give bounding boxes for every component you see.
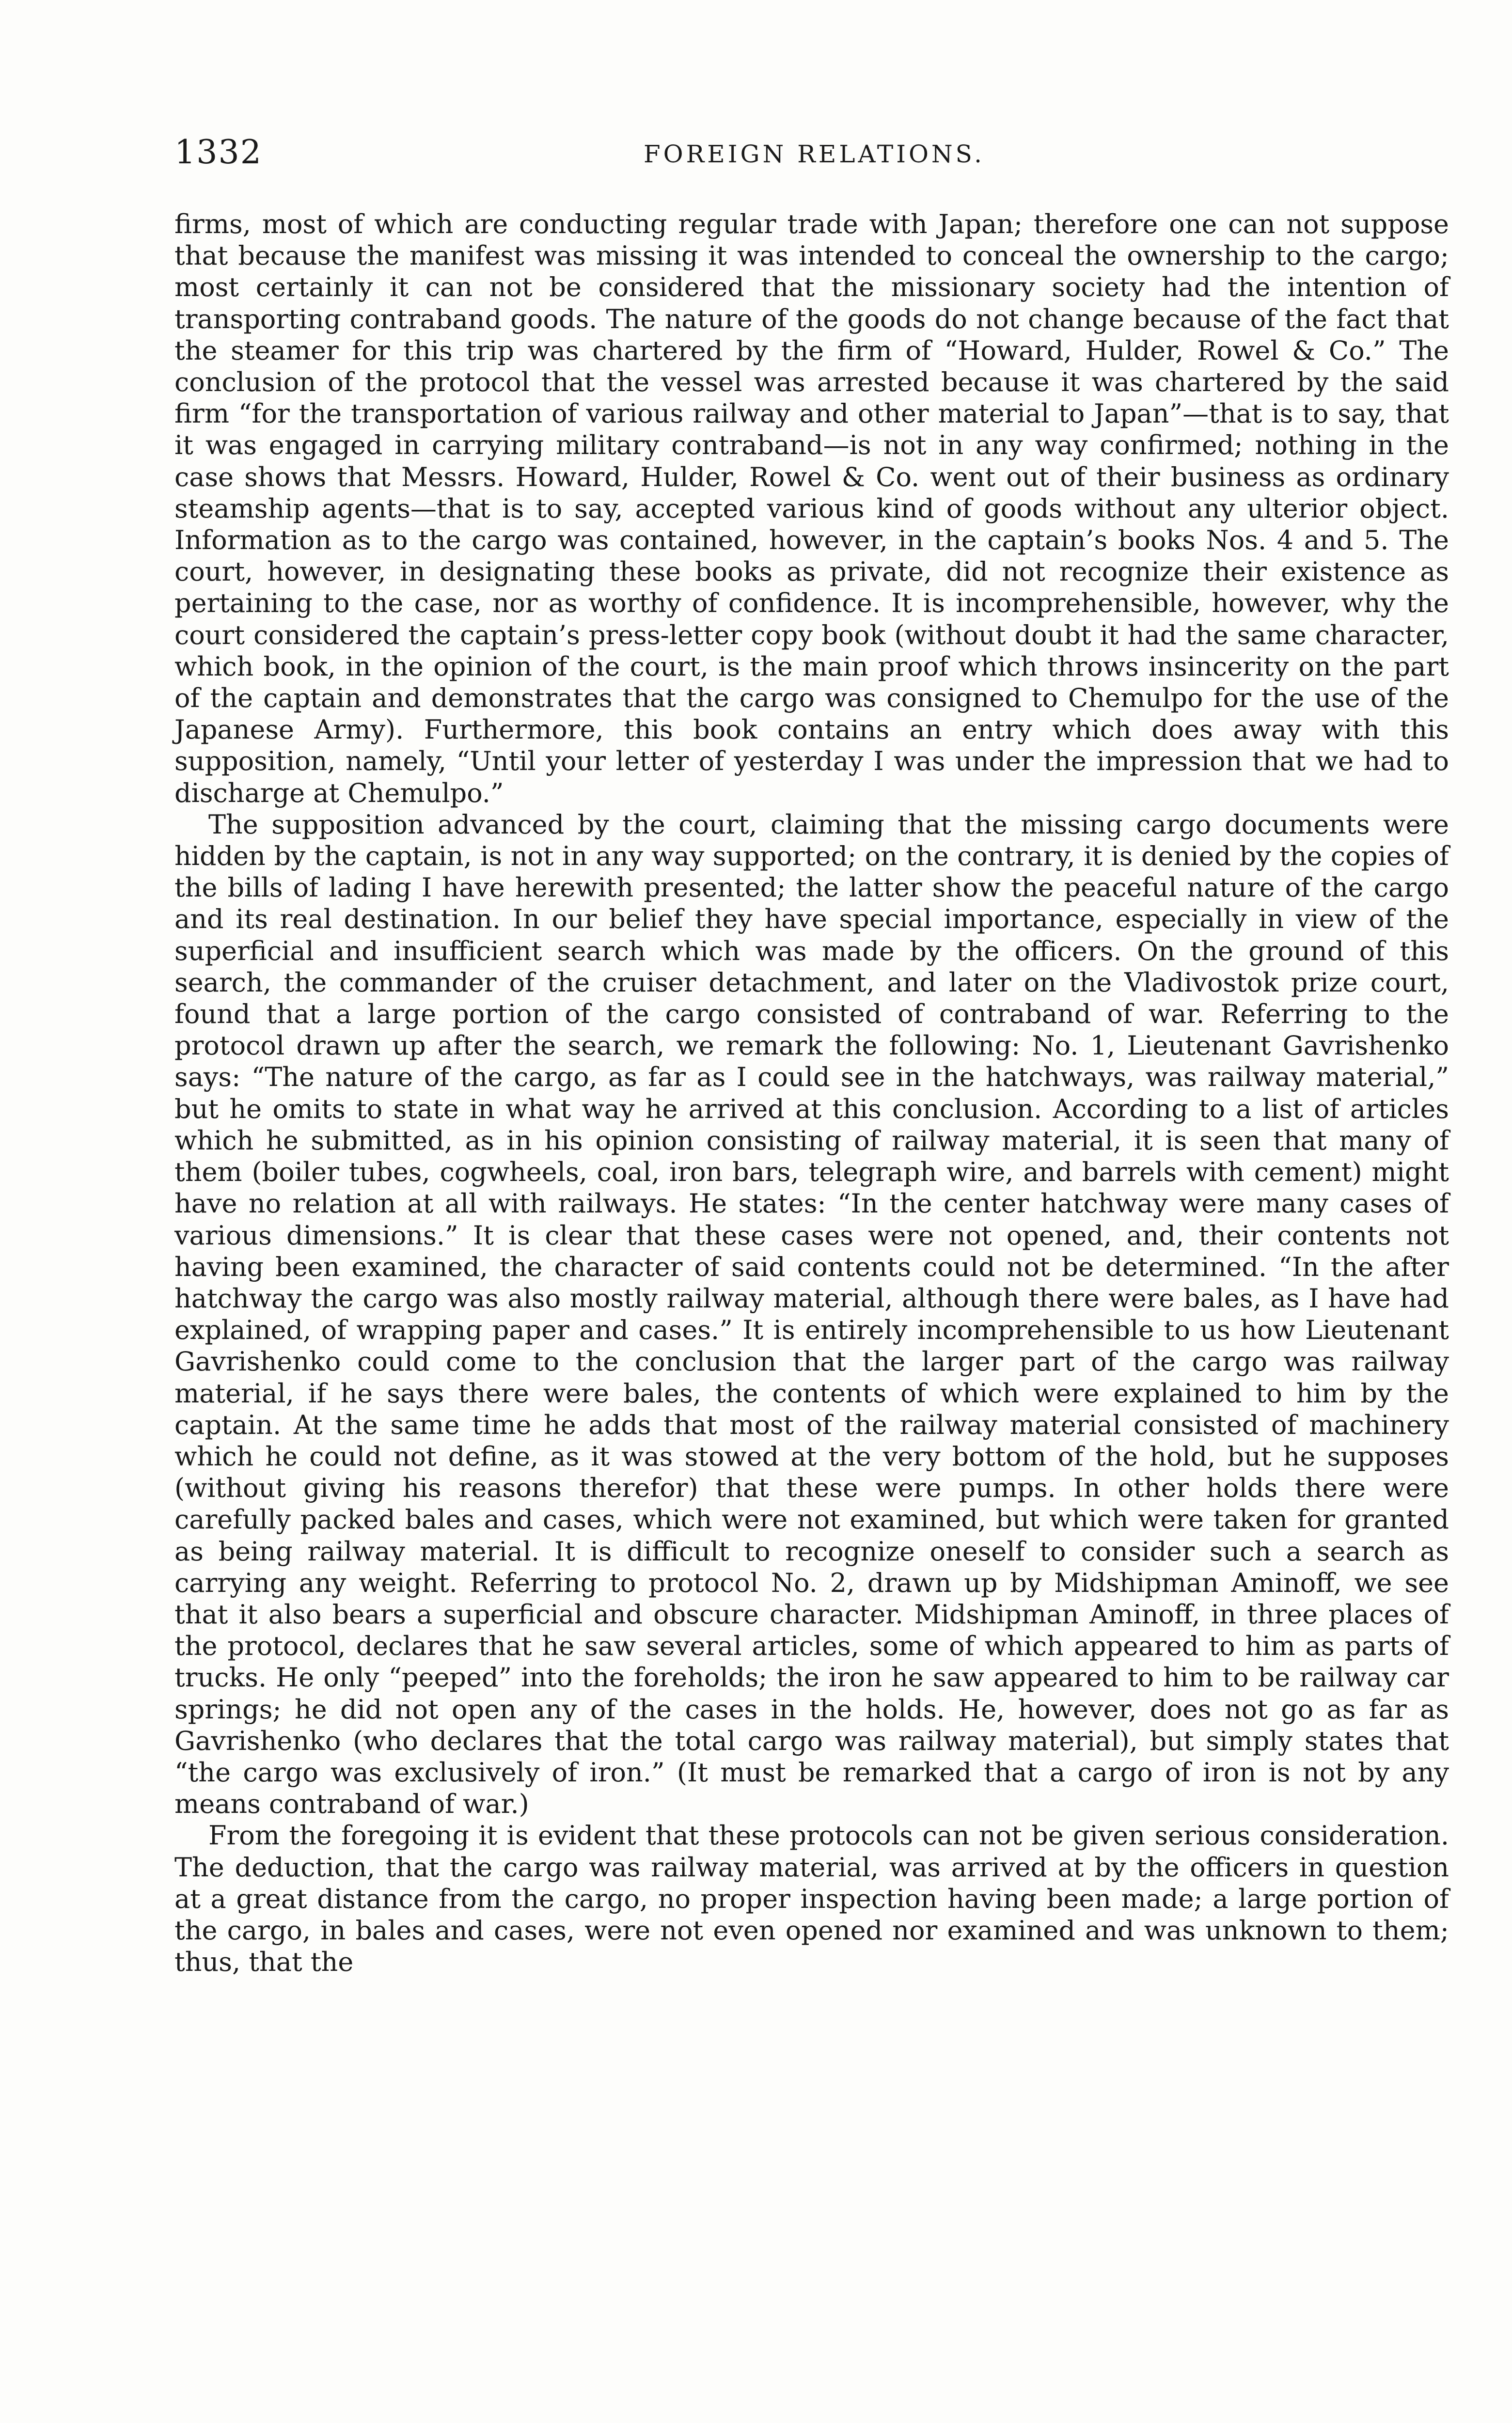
body-text [174,208,1449,1978]
page-number: 1332 [174,133,263,172]
paragraph-3: From the foregoing it is evident that these protocols can not be given serious consideration. The deduction, that the cargo was railway material, was arrived at by the officers in question at a great distance from the cargo, no proper inspection having been made; a large portion of the cargo, in bales and cases, were not even opened nor examined and was unknown to them; thus, that the [174,1820,1449,1978]
running-head: FOREIGN RELATIONS. [643,140,985,168]
page-header [174,131,1454,174]
paragraph-1: firms, most of which are conducting regular trade with Japan; therefore one can not suppose that because the manifest was missing it was intended to conceal the ownership to the cargo; most certainly it can not be considered that the missionary society had the intention of transporting contraband goods. The nature of the goods do not change because of the fact that the steamer for this trip was chartered by the firm of “Howard, Hulder, Rowel & Co.” The conclusion of the protocol that the vessel was arrested because it was chartered by the said firm “for the transportation of various railway and other material to Japan”—that is to say, that it was engaged in carrying military contraband—is not in any way confirmed; nothing in the case shows that Messrs. Howard, Hulder, Rowel & Co. went out of their business as ordinary steamship agents—that is to say, accepted various kind of goods without any ulterior object. Information as to the cargo was contained, however, in the captain’s books Nos. 4 and 5. The court, however, in designating these books as private, did not recognize their existence as pertaining to the case, nor as worthy of confidence. It is incomprehensible, however, why the court considered the captain’s press-letter copy book (without doubt it had the same character, which book, in the opinion of the court, is the main proof which throws insincerity on the part of the captain and demonstrates that the cargo was consigned to Chemulpo for the use of the Japanese Army). Furthermore, this book contains an entry which does away with this supposition, namely, “Until your letter of yesterday I was under the impression that we had to discharge at Chemulpo.” [174,209,1449,808]
paragraph-2: The supposition advanced by the court, claiming that the missing cargo documents were hidden by the captain, is not in any way supported; on the contrary, it is denied by the copies of the bills of lading I have herewith presented; the latter show the peaceful nature of the cargo and its real destination. In our belief they have special importance, especially in view of the superficial and insufficient search which was made by the officers. On the ground of this search, the commander of the cruiser detachment, and later on the Vladivostok prize court, found that a large portion of the cargo consisted of contraband of war. Referring to the protocol drawn up after the search, we remark the following: No. 1, Lieutenant Gavrishenko says: “The nature of the cargo, as far as I could see in the hatchways, was railway material,” but he omits to state in what way he arrived at this conclusion. According to a list of articles which he submitted, as in his opinion consisting of railway material, it is seen that many of them (boiler tubes, cogwheels, coal, iron bars, telegraph wire, and barrels with cement) might have no relation at all with railways. He states: “In the center hatchway were many cases of various dimensions.” It is clear that these cases were not opened, and, their contents not having been examined, the character of said contents could not be determined. “In the after hatchway the cargo was also mostly railway material, although there were bales, as I have had explained, of wrapping paper and cases.” It is entirely incomprehensible to us how Lieutenant Gavrishenko could come to the conclusion that the larger part of the cargo was railway material, if he says there were bales, the contents of which were explained to him by the captain. At the same time he adds that most of the railway material consisted of machinery which he could not define, as it was stowed at the very bottom of the hold, but he supposes (without giving his reasons therefor) that these were pumps. In other holds there were carefully packed bales and cases, which were not examined, but which were taken for granted as being railway material. It is difficult to recognize oneself to consider such a search as carrying any weight. Referring to protocol No. 2, drawn up by Midshipman Aminoff, we see that it also bears a superficial and obscure character. Midshipman Aminoff, in three places of the protocol, declares that he saw several articles, some of which appeared to him as parts of trucks. He only “peeped” into the foreholds; the iron he saw appeared to him to be railway car springs; he did not open any of the cases in the holds. He, however, does not go as far as Gavrishenko (who declares that the total cargo was railway material), but simply states that “the cargo was exclusively of iron.” (It must be remarked that a cargo of iron is not by any means contraband of war.) [174,809,1449,1820]
